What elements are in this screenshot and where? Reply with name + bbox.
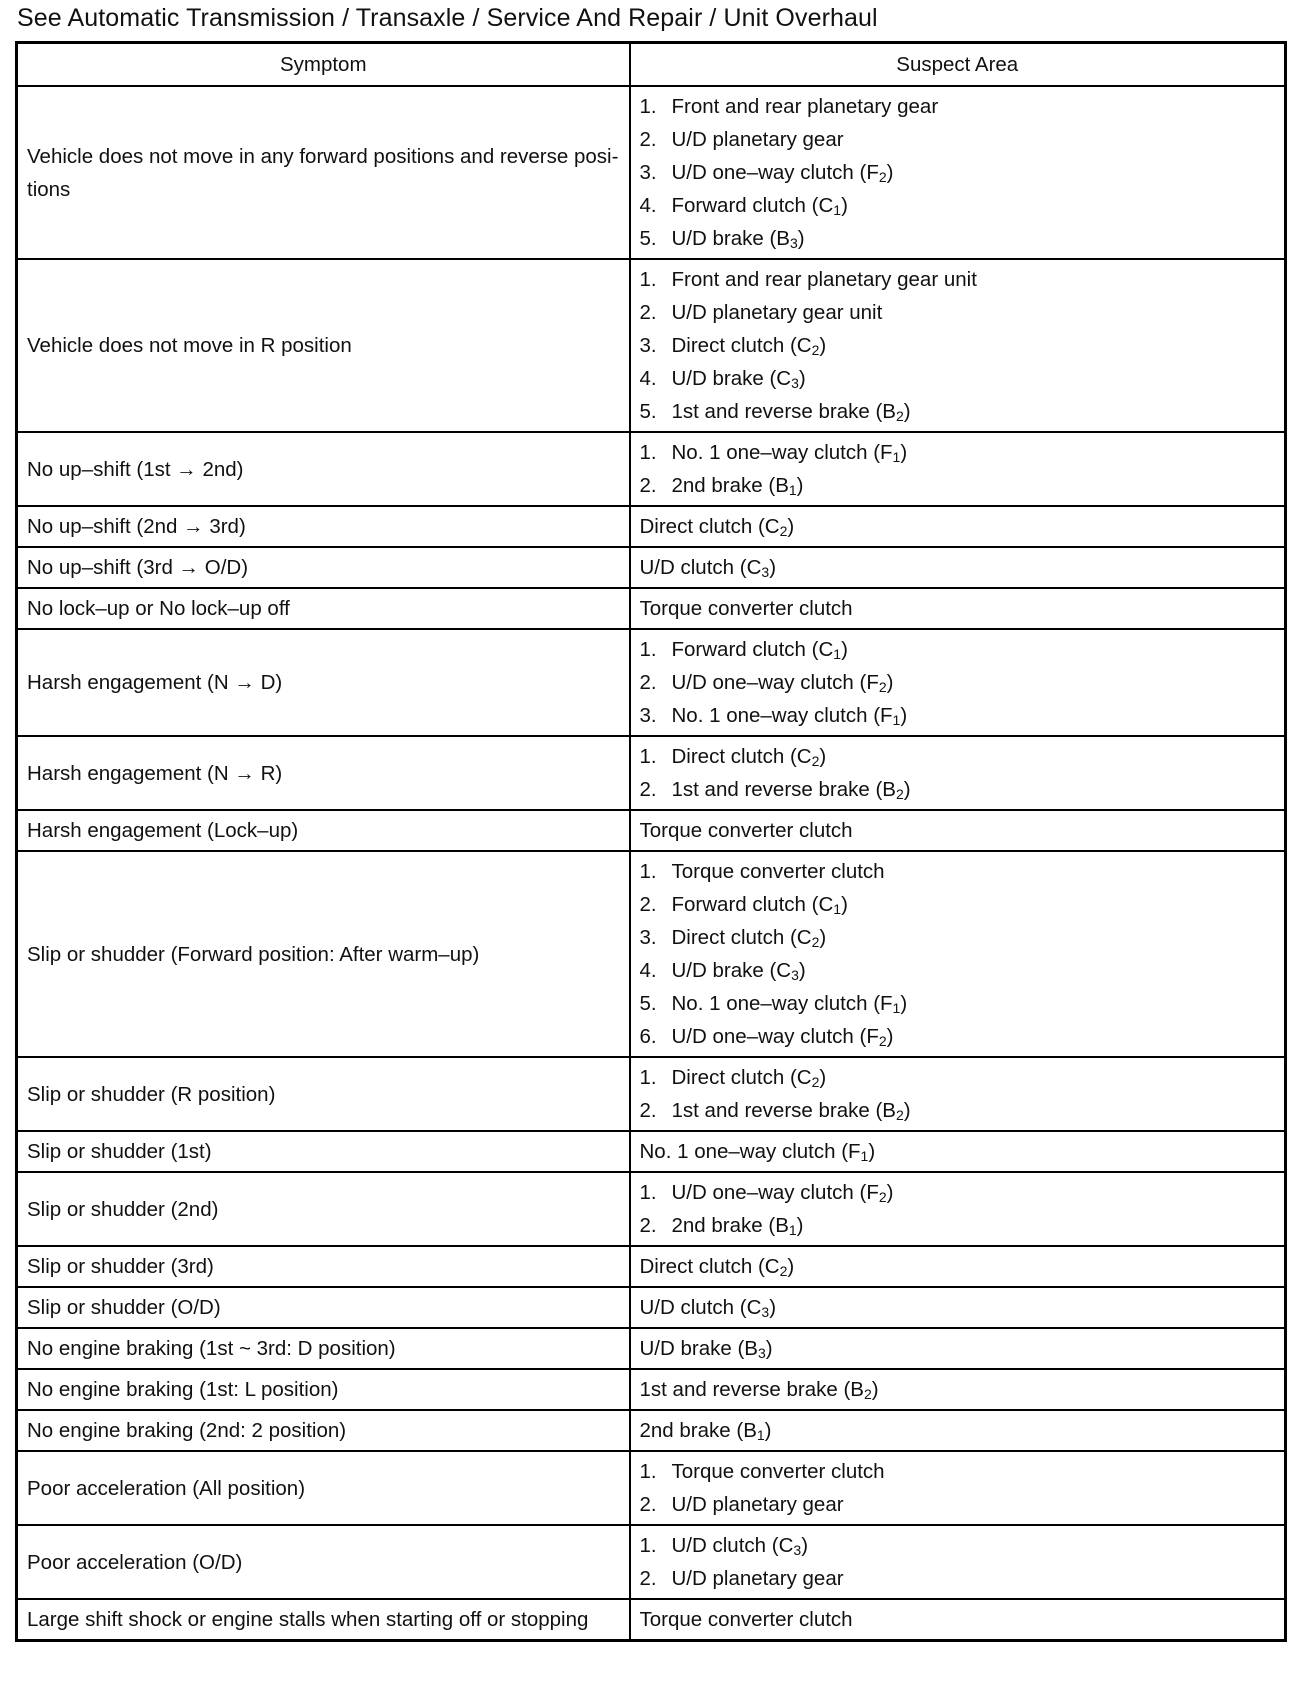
suspect-area-list: [640, 1373, 1276, 1406]
item-text: U/D one–way clutch (F: [671, 1025, 879, 1048]
symptom-column-header: Symptom: [17, 43, 630, 87]
item-subscript: 1: [892, 449, 901, 465]
item-subscript: 2: [863, 1386, 872, 1402]
item-text: Torque converter clutch: [639, 819, 853, 842]
item-text: 1st and reverse brake (B: [671, 778, 896, 801]
item-number: 1.: [639, 441, 657, 464]
symptom-cell: No engine braking (2nd: 2 position): [17, 1410, 630, 1451]
item-number: 5.: [639, 992, 657, 1015]
suspect-area-item: [640, 222, 1276, 255]
suspect-area-item: [640, 1094, 1276, 1127]
suspect-area-item: [640, 123, 1276, 156]
suspect-area-item: [640, 263, 1276, 296]
item-text: U/D planetary gear: [671, 128, 844, 151]
item-text: U/D brake (C: [671, 367, 792, 390]
item-text: Forward clutch (C: [671, 638, 834, 661]
suspect-area-cell: [630, 1057, 1286, 1131]
suspect-area-item: [640, 362, 1276, 395]
item-number: 4.: [639, 194, 657, 217]
item-subscript: 2: [878, 1033, 887, 1049]
suspect-area-item: [640, 855, 1276, 888]
suspect-area-item: [640, 189, 1276, 222]
item-number: 2.: [639, 1493, 657, 1516]
symptom-cell: No engine braking (1st ~ 3rd: D position): [17, 1328, 630, 1369]
suspect-area-cell: [630, 1246, 1286, 1287]
suspect-area-list: [640, 263, 1276, 428]
closing-paren: ): [868, 1140, 876, 1163]
symptom-cell: Large shift shock or engine stalls when starting off or stopping: [17, 1599, 630, 1641]
item-text: U/D one–way clutch (F: [671, 671, 879, 694]
item-subscript: 3: [793, 1542, 802, 1558]
symptom-cell: Slip or shudder (2nd): [17, 1172, 630, 1246]
item-number: 2.: [639, 671, 657, 694]
item-subscript: 1: [833, 202, 842, 218]
table-row: [17, 1599, 1286, 1641]
suspect-area-cell: [630, 1172, 1286, 1246]
symptom-cell: Harsh engagement (N → D): [17, 629, 630, 736]
item-text: U/D planetary gear: [671, 1567, 844, 1590]
suspect-area-item: [640, 987, 1276, 1020]
suspect-area-item: [640, 296, 1276, 329]
suspect-area-item: [640, 954, 1276, 987]
item-subscript: 2: [811, 753, 820, 769]
closing-paren: ): [886, 1181, 894, 1204]
item-number: 3.: [639, 704, 657, 727]
item-number: 1.: [639, 745, 657, 768]
symptom-cell: Slip or shudder (Forward position: After warm–up): [17, 851, 630, 1057]
closing-paren: ): [798, 959, 806, 982]
item-text: 2nd brake (B: [671, 474, 789, 497]
suspect-area-item: [640, 1603, 1276, 1636]
item-number: 2.: [639, 1567, 657, 1590]
symptom-cell: Harsh engagement (Lock–up): [17, 810, 630, 851]
item-number: 1.: [639, 1534, 657, 1557]
item-text: Front and rear planetary gear unit: [671, 268, 977, 291]
closing-paren: ): [769, 556, 777, 579]
item-number: 2.: [639, 778, 657, 801]
suspect-area-item: [640, 1176, 1276, 1209]
item-subscript: 3: [791, 967, 799, 983]
suspect-area-cell: [630, 86, 1286, 259]
table-row: [17, 1369, 1286, 1410]
suspect-area-item: [640, 395, 1276, 428]
suspect-area-item: [640, 1020, 1276, 1053]
item-text: 1st and reverse brake (B: [671, 1099, 896, 1122]
item-text: Torque converter clutch: [671, 1460, 885, 1483]
item-text: No. 1 one–way clutch (F: [671, 992, 893, 1015]
suspect-area-item: [640, 1373, 1276, 1406]
item-number: 2.: [639, 1214, 657, 1237]
item-subscript: 2: [895, 1107, 904, 1123]
suspect-area-item: [640, 921, 1276, 954]
item-number: 1.: [639, 95, 657, 118]
item-number: 2.: [639, 301, 657, 324]
suspect-area-item: [640, 436, 1276, 469]
suspect-area-cell: [630, 432, 1286, 506]
diagnosis-table: [15, 41, 1287, 1642]
table-row: [17, 736, 1286, 810]
item-subscript: 1: [892, 1000, 901, 1016]
suspect-area-list: [640, 1291, 1276, 1324]
symptom-cell: Slip or shudder (O/D): [17, 1287, 630, 1328]
item-text: No. 1 one–way clutch (F: [639, 1140, 861, 1163]
suspect-area-item: [640, 814, 1276, 847]
item-subscript: 2: [878, 169, 887, 185]
item-text: Direct clutch (C: [671, 334, 812, 357]
table-row: [17, 506, 1286, 547]
item-number: 6.: [639, 1025, 657, 1048]
symptom-cell: Vehicle does not move in R position: [17, 259, 630, 432]
item-number: 5.: [639, 227, 657, 250]
item-text: No. 1 one–way clutch (F: [671, 704, 893, 727]
item-subscript: 3: [791, 375, 799, 391]
suspect-area-list: [640, 633, 1276, 732]
suspect-area-cell: [630, 629, 1286, 736]
suspect-area-item: [640, 1332, 1276, 1365]
closing-paren: ): [903, 1099, 911, 1122]
closing-paren: ): [819, 745, 827, 768]
item-number: 2.: [639, 1099, 657, 1122]
suspect-area-item: [640, 551, 1276, 584]
item-number: 2.: [639, 474, 657, 497]
item-text: Direct clutch (C: [671, 926, 812, 949]
symptom-cell: Harsh engagement (N → R): [17, 736, 630, 810]
suspect-area-item: [640, 1061, 1276, 1094]
item-subscript: 2: [878, 679, 887, 695]
item-subscript: 2: [811, 934, 820, 950]
page-heading: See Automatic Transmission / Transaxle / Service And Repair / Unit Overhaul: [17, 4, 878, 32]
table-row: [17, 547, 1286, 588]
suspect-area-cell: [630, 588, 1286, 629]
suspect-area-cell: [630, 1599, 1286, 1641]
table-row: [17, 259, 1286, 432]
item-subscript: 3: [757, 1345, 766, 1361]
closing-paren: ): [900, 441, 908, 464]
suspect-area-cell: [630, 1287, 1286, 1328]
item-subscript: 2: [811, 1074, 820, 1090]
item-text: Torque converter clutch: [639, 597, 853, 620]
suspect-area-list: [640, 855, 1276, 1053]
symptom-cell: Slip or shudder (1st): [17, 1131, 630, 1172]
closing-paren: ): [787, 1255, 795, 1278]
suspect-area-item: [640, 1455, 1276, 1488]
item-subscript: 2: [878, 1189, 887, 1205]
symptom-cell: No up–shift (2nd → 3rd): [17, 506, 630, 547]
table-row: [17, 1287, 1286, 1328]
suspect-area-list: [640, 510, 1276, 543]
suspect-area-item: [640, 1291, 1276, 1324]
suspect-area-list: [640, 1603, 1276, 1636]
closing-paren: ): [900, 992, 908, 1015]
item-subscript: 2: [895, 408, 904, 424]
closing-paren: ): [787, 515, 795, 538]
table-row: [17, 1131, 1286, 1172]
suspect-area-list: [640, 1332, 1276, 1365]
closing-paren: ): [841, 194, 848, 217]
suspect-area-cell: [630, 506, 1286, 547]
suspect-area-item: [640, 888, 1276, 921]
suspect-area-list: [640, 1455, 1276, 1521]
item-number: 2.: [639, 893, 657, 916]
closing-paren: ): [886, 671, 894, 694]
suspect-area-item: [640, 633, 1276, 666]
item-subscript: 1: [788, 1222, 797, 1238]
closing-paren: ): [819, 334, 827, 357]
item-subscript: 3: [761, 1304, 770, 1320]
closing-paren: ): [841, 638, 848, 661]
closing-paren: ): [765, 1337, 773, 1360]
suspect-area-item: [640, 1529, 1276, 1562]
suspect-area-cell: [630, 1525, 1286, 1599]
table-row: [17, 1525, 1286, 1599]
item-subscript: 3: [789, 235, 798, 251]
suspect-area-list: [640, 1176, 1276, 1242]
suspect-area-cell: [630, 810, 1286, 851]
symptom-cell: Slip or shudder (R position): [17, 1057, 630, 1131]
symptom-cell: Slip or shudder (3rd): [17, 1246, 630, 1287]
item-subscript: 1: [833, 646, 842, 662]
item-text: 1st and reverse brake (B: [639, 1378, 864, 1401]
item-text: U/D brake (B: [671, 227, 790, 250]
suspect-area-item: [640, 1488, 1276, 1521]
suspect-area-cell: [630, 547, 1286, 588]
suspect-area-item: [640, 740, 1276, 773]
closing-paren: ): [841, 893, 848, 916]
closing-paren: ): [886, 1025, 894, 1048]
closing-paren: ): [819, 1066, 827, 1089]
symptom-cell: No up–shift (1st → 2nd): [17, 432, 630, 506]
item-text: U/D clutch (C: [671, 1534, 794, 1557]
suspect-area-item: [640, 329, 1276, 362]
item-subscript: 1: [833, 901, 842, 917]
item-subscript: 3: [761, 564, 770, 580]
table-row: [17, 1410, 1286, 1451]
closing-paren: ): [764, 1419, 772, 1442]
item-text: 2nd brake (B: [671, 1214, 789, 1237]
suspect-area-item: [640, 1250, 1276, 1283]
item-text: U/D clutch (C: [639, 1296, 762, 1319]
suspect-area-list: [640, 814, 1276, 847]
suspect-area-list: [640, 1250, 1276, 1283]
suspect-area-item: [640, 592, 1276, 625]
item-text: Direct clutch (C: [639, 515, 780, 538]
item-text: U/D brake (C: [671, 959, 792, 982]
suspect-area-item: [640, 1135, 1276, 1168]
suspect-area-list: [640, 551, 1276, 584]
item-subscript: 1: [788, 482, 797, 498]
suspect-area-item: [640, 1209, 1276, 1242]
table-row: [17, 810, 1286, 851]
item-text: Direct clutch (C: [639, 1255, 780, 1278]
table-row: [17, 629, 1286, 736]
table-row: [17, 1172, 1286, 1246]
suspect-area-list: [640, 740, 1276, 806]
closing-paren: ): [796, 474, 804, 497]
table-row: [17, 1246, 1286, 1287]
suspect-area-cell: [630, 1328, 1286, 1369]
item-text: No. 1 one–way clutch (F: [671, 441, 893, 464]
suspect-area-list: [640, 436, 1276, 502]
table-row: [17, 1451, 1286, 1525]
suspect-area-list: [640, 1529, 1276, 1595]
item-text: Forward clutch (C: [671, 893, 834, 916]
closing-paren: ): [903, 778, 911, 801]
item-text: U/D one–way clutch (F: [671, 1181, 879, 1204]
suspect-area-item: [640, 469, 1276, 502]
item-number: 4.: [639, 367, 657, 390]
table-row: [17, 1328, 1286, 1369]
item-text: Torque converter clutch: [671, 860, 885, 883]
symptom-cell: No lock–up or No lock–up off: [17, 588, 630, 629]
suspect-area-cell: [630, 1131, 1286, 1172]
closing-paren: ): [801, 1534, 809, 1557]
suspect-area-column-header: Suspect Area: [630, 43, 1286, 87]
table-header-row: [17, 43, 1286, 87]
suspect-area-item: [640, 156, 1276, 189]
symptom-cell: No engine braking (1st: L position): [17, 1369, 630, 1410]
item-number: 3.: [639, 334, 657, 357]
item-text: Forward clutch (C: [671, 194, 834, 217]
suspect-area-cell: [630, 259, 1286, 432]
table-row: [17, 1057, 1286, 1131]
item-number: 1.: [639, 1181, 657, 1204]
item-text: U/D planetary gear: [671, 1493, 844, 1516]
item-number: 4.: [639, 959, 657, 982]
suspect-area-item: [640, 510, 1276, 543]
item-text: U/D one–way clutch (F: [671, 161, 879, 184]
suspect-area-item: [640, 773, 1276, 806]
item-number: 1.: [639, 638, 657, 661]
item-subscript: 1: [756, 1427, 765, 1443]
item-text: Direct clutch (C: [671, 1066, 812, 1089]
symptom-cell: Poor acceleration (O/D): [17, 1525, 630, 1599]
table-row: [17, 432, 1286, 506]
item-number: 1.: [639, 268, 657, 291]
item-text: Front and rear planetary gear: [671, 95, 939, 118]
item-number: 3.: [639, 161, 657, 184]
suspect-area-item: [640, 1562, 1276, 1595]
item-number: 5.: [639, 400, 657, 423]
suspect-area-item: [640, 90, 1276, 123]
item-text: Torque converter clutch: [639, 1608, 853, 1631]
suspect-area-item: [640, 666, 1276, 699]
item-subscript: 2: [895, 786, 904, 802]
closing-paren: ): [796, 1214, 804, 1237]
closing-paren: ): [903, 400, 911, 423]
suspect-area-list: [640, 592, 1276, 625]
item-subscript: 1: [860, 1148, 869, 1164]
item-subscript: 1: [892, 712, 901, 728]
symptom-cell: No up–shift (3rd → O/D): [17, 547, 630, 588]
suspect-area-cell: [630, 1369, 1286, 1410]
table-row: [17, 851, 1286, 1057]
closing-paren: ): [769, 1296, 777, 1319]
suspect-area-list: [640, 1414, 1276, 1447]
closing-paren: ): [798, 367, 806, 390]
suspect-area-cell: [630, 851, 1286, 1057]
suspect-area-cell: [630, 736, 1286, 810]
item-number: 3.: [639, 926, 657, 949]
item-number: 2.: [639, 128, 657, 151]
item-subscript: 2: [779, 523, 788, 539]
item-text: 1st and reverse brake (B: [671, 400, 896, 423]
suspect-area-cell: [630, 1410, 1286, 1451]
item-number: 1.: [639, 1066, 657, 1089]
item-text: U/D planetary gear unit: [671, 301, 883, 324]
closing-paren: ): [900, 704, 908, 727]
item-subscript: 2: [811, 342, 820, 358]
item-text: U/D brake (B: [639, 1337, 758, 1360]
symptom-cell: Vehicle does not move in any forward positions and reverse posi- tions: [17, 86, 630, 259]
closing-paren: ): [797, 227, 805, 250]
closing-paren: ): [886, 161, 894, 184]
symptom-cell: Poor acceleration (All position): [17, 1451, 630, 1525]
table-row: [17, 588, 1286, 629]
suspect-area-item: [640, 699, 1276, 732]
item-text: 2nd brake (B: [639, 1419, 757, 1442]
closing-paren: ): [871, 1378, 879, 1401]
suspect-area-list: [640, 1061, 1276, 1127]
suspect-area-cell: [630, 1451, 1286, 1525]
item-number: 1.: [639, 1460, 657, 1483]
closing-paren: ): [819, 926, 827, 949]
suspect-area-list: [640, 1135, 1276, 1168]
suspect-area-list: [640, 90, 1276, 255]
table-row: [17, 86, 1286, 259]
suspect-area-item: [640, 1414, 1276, 1447]
item-text: Direct clutch (C: [671, 745, 812, 768]
item-number: 1.: [639, 860, 657, 883]
item-text: U/D clutch (C: [639, 556, 762, 579]
item-subscript: 2: [779, 1263, 788, 1279]
